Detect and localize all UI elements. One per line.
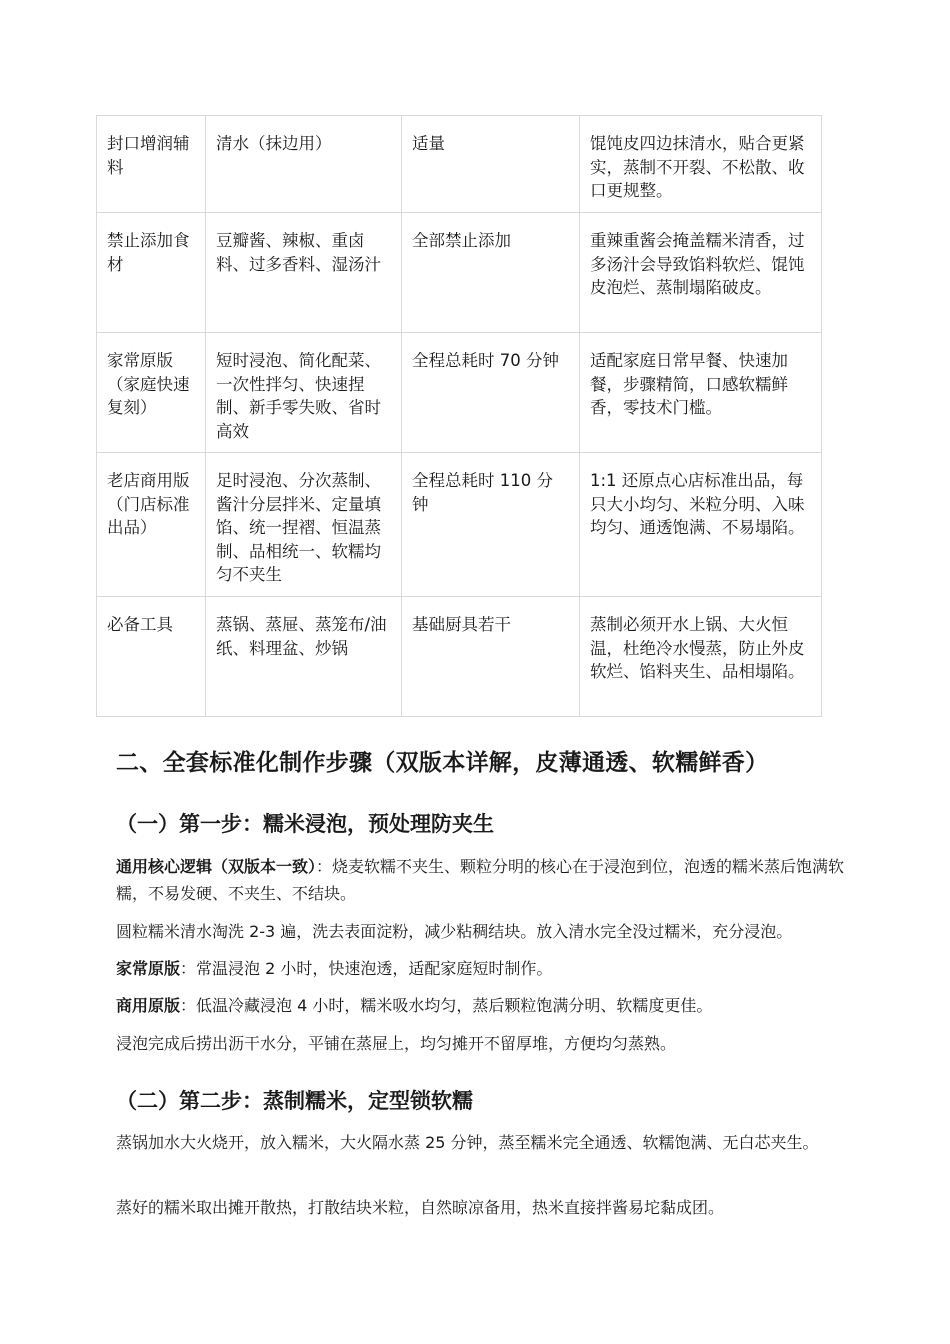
- section-heading: 二、全套标准化制作步骤（双版本详解，皮薄通透、软糯鲜香）: [116, 750, 769, 776]
- table-cell-ingredients: 短时浸泡、简化配菜、一次性拌匀、快速捏制、新手零失败、省时高效: [206, 333, 402, 453]
- table-cell-ingredients: 蒸锅、蒸屉、蒸笼布/油纸、料理盆、炒锅: [206, 597, 402, 717]
- table-cell-name: 老店商用版（门店标准出品）: [97, 453, 206, 597]
- step1-logic-paragraph: [116, 853, 846, 907]
- step1-wash-paragraph: 圆粒糯米清水淘洗 2-3 遍，洗去表面淀粉，减少粘稠结块。放入清水完全没过糯米，充分浸泡。: [116, 922, 793, 941]
- home-version-label: 家常原版: [116, 959, 181, 978]
- table-cell-name: 家常原版（家庭快速复刻）: [97, 333, 206, 453]
- table-row: [97, 116, 822, 213]
- table-cell-ingredients: 清水（抹边用）: [206, 116, 402, 213]
- table-cell-amount: 基础厨具若干: [402, 597, 580, 717]
- ingredients-table: [96, 115, 822, 717]
- step2-steam-paragraph: 蒸锅加水大火烧开，放入糯米，大火隔水蒸 25 分钟，蒸至糯米完全通透、软糯饱满、无白芯夹生。: [116, 1133, 819, 1152]
- step2-heading: （二）第二步：蒸制糯米，定型锁软糯: [116, 1089, 473, 1113]
- step1-logic-label: 通用核心逻辑（双版本一致）: [116, 857, 317, 876]
- step1-drain-paragraph: 浸泡完成后捞出沥干水分，平铺在蒸屉上，均匀摊开不留厚堆，方便均匀蒸熟。: [116, 1034, 677, 1053]
- home-version-text: ：常温浸泡 2 小时，快速泡透，适配家庭短时制作。: [180, 959, 553, 978]
- table-cell-name: 禁止添加食材: [97, 213, 206, 333]
- table-row: [97, 333, 822, 453]
- step2-cool-paragraph: 蒸好的糯米取出摊开散热，打散结块米粒，自然晾凉备用，热米直接拌酱易坨黏成团。: [116, 1198, 725, 1217]
- table-cell-note: 1:1 还原点心店标准出品，每只大小均匀、米粒分明、入味均匀、通透饱满、不易塌陷。: [580, 453, 822, 597]
- table-cell-name: 必备工具: [97, 597, 206, 717]
- step1-home-paragraph: [116, 955, 846, 982]
- step1-heading: （一）第一步：糯米浸泡，预处理防夹生: [116, 812, 494, 836]
- table-cell-amount: 全程总耗时 70 分钟: [402, 333, 580, 453]
- table-cell-note: 蒸制必须开水上锅、大火恒温，杜绝冷水慢蒸，防止外皮软烂、馅料夹生、品相塌陷。: [580, 597, 822, 717]
- table-cell-ingredients: 足时浸泡、分次蒸制、酱汁分层拌米、定量填馅、统一捏褶、恒温蒸制、品相统一、软糯均匀不夹生: [206, 453, 402, 597]
- table-row: [97, 453, 822, 597]
- table-cell-ingredients: 豆瓣酱、辣椒、重卤料、过多香料、湿汤汁: [206, 213, 402, 333]
- table-row: [97, 213, 822, 333]
- step1-logic-text: ：烧麦软糯不夹生、颗粒分明的核心在于浸泡到位，泡透的糯米蒸后饱满软糯，不易发硬、不夹生、不结块。: [116, 857, 845, 903]
- table-cell-amount: 全程总耗时 110 分钟: [402, 453, 580, 597]
- table-cell-note: 重辣重酱会掩盖糯米清香，过多汤汁会导致馅料软烂、馄饨皮泡烂、蒸制塌陷破皮。: [580, 213, 822, 333]
- step1-commercial-paragraph: [116, 992, 846, 1019]
- table-cell-name: 封口增润辅料: [97, 116, 206, 213]
- commercial-version-label: 商用原版: [116, 996, 181, 1015]
- commercial-version-text: ：低温冷藏浸泡 4 小时，糯米吸水均匀，蒸后颗粒饱满分明、软糯度更佳。: [180, 996, 713, 1015]
- table-row: [97, 597, 822, 717]
- table-cell-amount: 全部禁止添加: [402, 213, 580, 333]
- table-cell-amount: 适量: [402, 116, 580, 213]
- table-cell-note: 适配家庭日常早餐、快速加餐，步骤精简，口感软糯鲜香，零技术门槛。: [580, 333, 822, 453]
- table-cell-note: 馄饨皮四边抹清水，贴合更紧实，蒸制不开裂、不松散、收口更规整。: [580, 116, 822, 213]
